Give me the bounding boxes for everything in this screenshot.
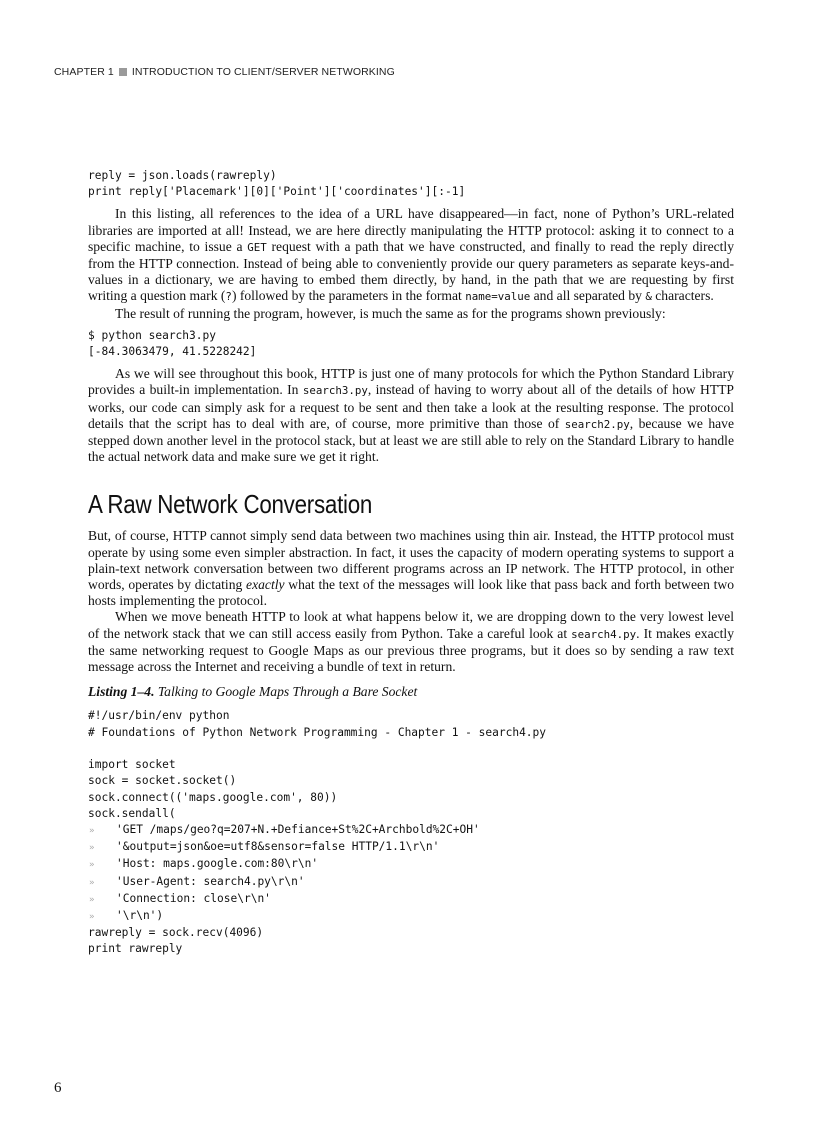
paragraph-http-stdlib: As we will see throughout this book, HTTP is just one of many protocols for which the Python Standard Library provides a built-in implementation. In search3.py, instead of having to worry about all of the details of how HTTP works, our code can simply ask for a request to be sent and then take a look at the resulting response. The protocol details that the script has to deal with are, of course, more primitive than those of search2.py, because we have stepped down another level in the protocol stack, but at least we are still able to rely on the Standard Library to handle the actual network data and make sure we get it right. bbox=[88, 366, 735, 465]
code-line: $ python search3.py bbox=[88, 328, 216, 342]
code-block-reply bbox=[88, 168, 734, 200]
page-body bbox=[88, 168, 734, 958]
inline-code: search2.py bbox=[564, 417, 630, 431]
running-head bbox=[54, 66, 395, 78]
emphasis: exactly bbox=[246, 577, 285, 593]
inline-code: search3.py bbox=[302, 384, 368, 398]
section-heading: A Raw Network Conversation bbox=[88, 489, 373, 520]
listing-label: Listing 1–4. bbox=[88, 684, 155, 700]
code-line: sock = socket.socket() bbox=[88, 774, 237, 788]
code-line: reply = json.loads(rawreply) bbox=[88, 169, 277, 182]
paragraph-listing-explanation: In this listing, all references to the idea of a URL have disappeared—in fact, none of Python’s URL-related libraries are imported at all! Instead, we are here directly manipulating the HTTP protocol: asking it to connect to a specific machine, to issue a GET request with a path that we have constructed, and finally to read the reply directly from the HTTP connection. Instead of being able to conveniently provide our query parameters as separate keys-and-values in a dictionary, we are having to embed them directly, by hand, in the path that we are requesting by first writing a question mark (?) followed by the parameters in the format name=value and all separated by & characters. bbox=[88, 206, 734, 304]
chapter-number: CHAPTER 1 bbox=[54, 66, 114, 78]
code-line: '\r\n') bbox=[116, 908, 164, 922]
inline-code: GET bbox=[247, 240, 267, 254]
listing-title: Talking to Google Maps Through a Bare Socket bbox=[157, 684, 418, 700]
code-block-output bbox=[88, 328, 734, 360]
code-line: [-84.3063479, 41.5228242] bbox=[88, 345, 257, 359]
code-line: 'Host: maps.google.com:80\r\n' bbox=[116, 857, 319, 871]
paragraph-result: The result of running the program, however, is much the same as for the programs shown previously: bbox=[115, 305, 666, 321]
code-line: print rawreply bbox=[88, 942, 183, 956]
code-line: sock.sendall( bbox=[88, 806, 176, 820]
listing-caption bbox=[88, 684, 734, 700]
inline-code: search4.py bbox=[571, 627, 637, 641]
code-line: rawreply = sock.recv(4096) bbox=[88, 926, 264, 940]
continuation-arrow-icon: » bbox=[89, 894, 95, 905]
continuation-arrow-icon: » bbox=[89, 877, 95, 888]
inline-code: ? bbox=[225, 290, 232, 304]
code-line: # Foundations of Python Network Programming - Chapter 1 - search4.py bbox=[88, 725, 547, 739]
page-number: 6 bbox=[54, 1080, 62, 1096]
code-line: import socket bbox=[88, 758, 176, 772]
continuation-arrow-icon: » bbox=[89, 911, 95, 922]
separator-square-icon bbox=[119, 68, 127, 76]
paragraph-beneath-http: When we move beneath HTTP to look at what happens below it, we are dropping down to the very lowest level of the network stack that we can still access easily from Python. Take a careful look at search4.py. It makes exactly the same networking request to Google Maps as our previous three programs, but it does so by sending a raw text message across the Internet and receiving a bundle of text in return. bbox=[88, 609, 734, 675]
code-line: 'User-Agent: search4.py\r\n' bbox=[116, 874, 305, 888]
code-line: #!/usr/bin/env python bbox=[88, 709, 230, 723]
code-line: 'GET /maps/geo?q=207+N.+Defiance+St%2C+Archbold%2C+OH' bbox=[116, 822, 480, 836]
inline-code: name=value bbox=[465, 290, 531, 304]
code-line: sock.connect(('maps.google.com', 80)) bbox=[88, 790, 338, 804]
code-line: 'Connection: close\r\n' bbox=[116, 891, 271, 905]
continuation-arrow-icon: » bbox=[89, 843, 95, 854]
code-line: '&output=json&oe=utf8&sensor=false HTTP/1.1\r\n' bbox=[116, 840, 440, 854]
inline-code: & bbox=[645, 290, 652, 304]
continuation-arrow-icon: » bbox=[89, 825, 95, 836]
paragraph-raw-conversation: But, of course, HTTP cannot simply send data between two machines using thin air. Instead, the HTTP protocol must operate by using some even simpler abstraction. In fact, it uses the capacity of modern operating systems to support a plain-text network conversation between two different programs across an IP network. The HTTP protocol, in other words, operates by dictating exactly what the text of the messages will look like that pass back and forth between two hosts implementing the protocol. bbox=[88, 528, 734, 609]
chapter-title: INTRODUCTION TO CLIENT/SERVER NETWORKING bbox=[131, 66, 395, 78]
code-line: print reply['Placemark'][0]['Point']['coordinates'][:-1] bbox=[88, 185, 466, 199]
code-block-search4 bbox=[88, 708, 734, 957]
continuation-arrow-icon: » bbox=[89, 860, 95, 871]
